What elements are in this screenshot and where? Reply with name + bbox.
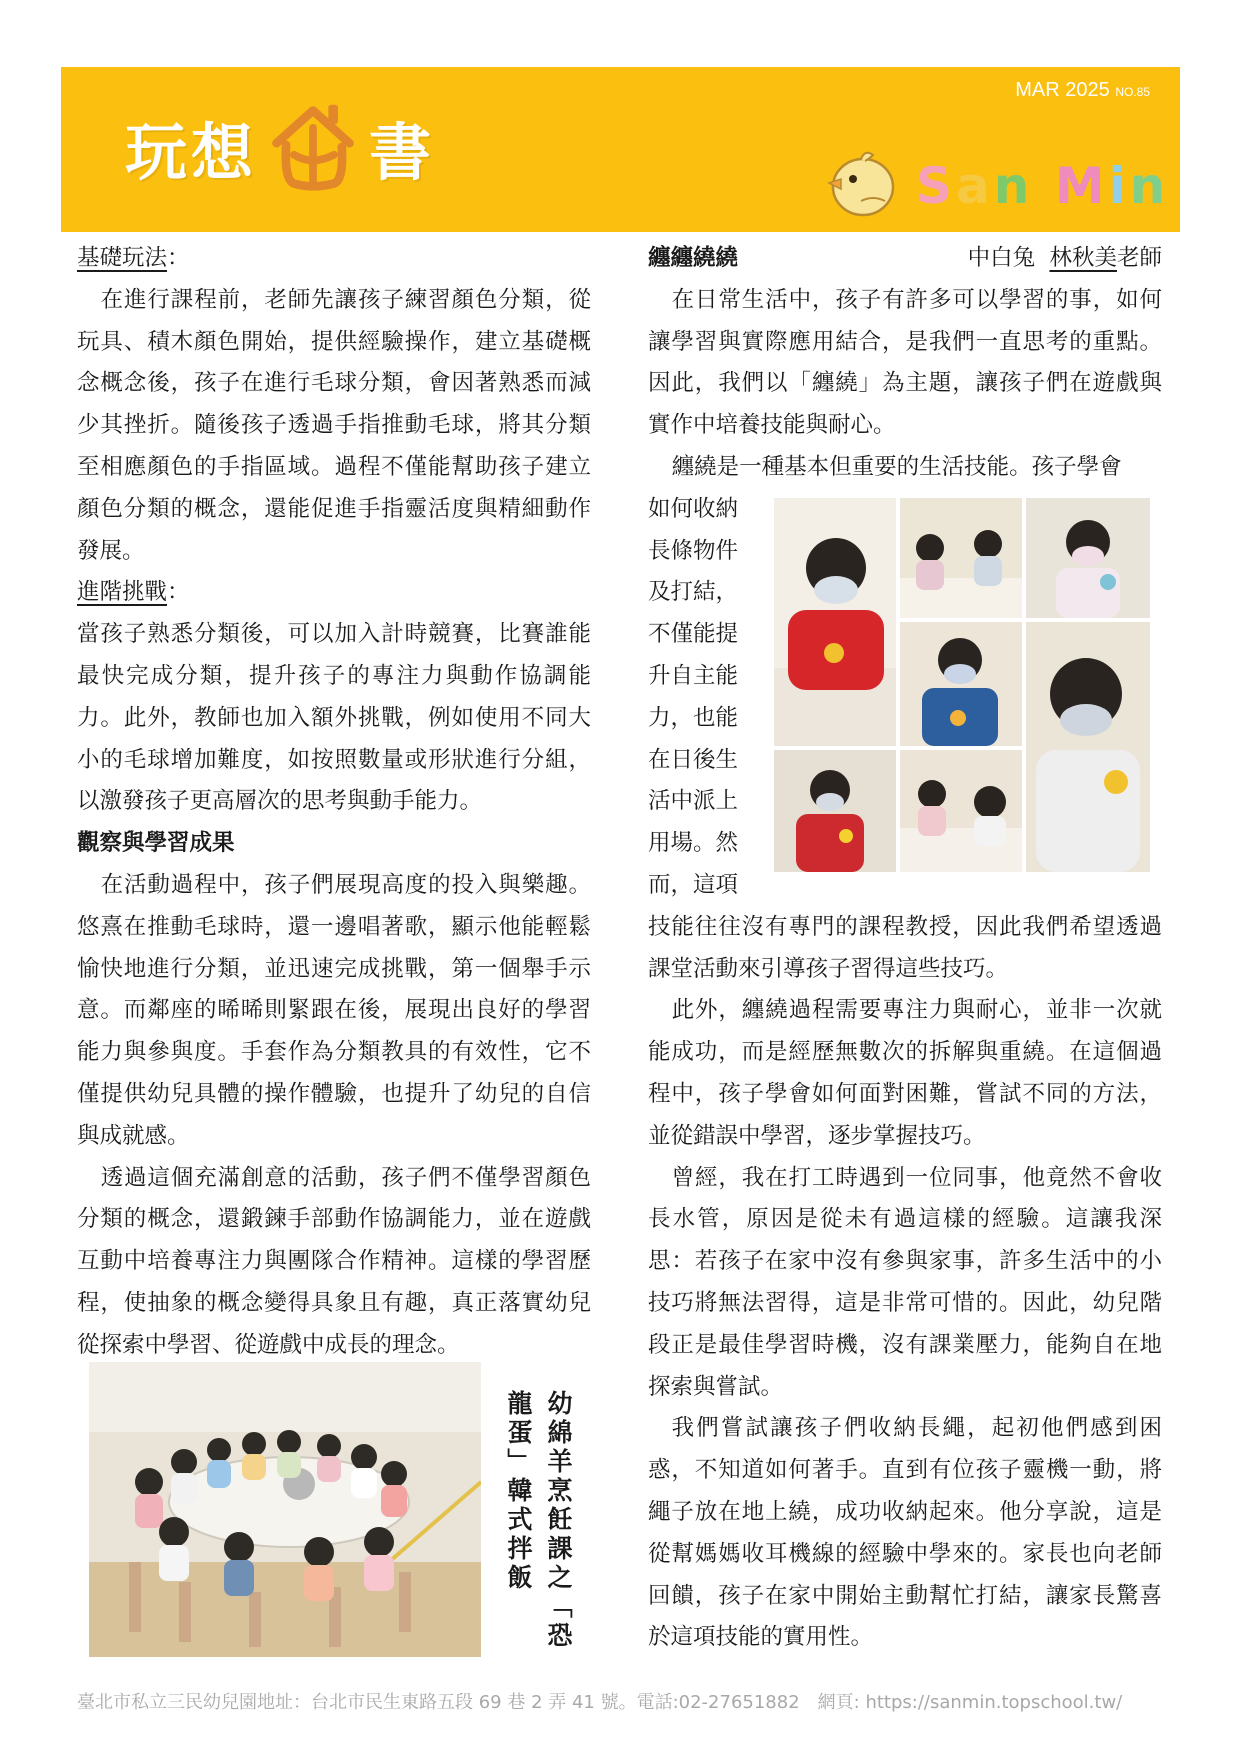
float-line: 不僅能提 bbox=[648, 621, 739, 648]
brand-letter bbox=[1033, 157, 1054, 215]
float-line: 及打結， bbox=[648, 579, 739, 606]
brand-wordmark bbox=[916, 157, 1169, 215]
left-column bbox=[77, 238, 591, 1367]
author-byline bbox=[968, 238, 1162, 280]
house-logo-icon bbox=[265, 99, 361, 195]
right-paragraph-2-float bbox=[648, 489, 753, 907]
summary-text: 透過這個充滿創意的活動，孩子們不僅學習顏色分類的概念，還鍛鍊手部動作協調能力，並在遊戲互動中培養專注力與團隊合作精神。這樣的學習歷程，使抽象的概念變得具象且有趣，真正落實幼兒從探索中學習、從遊戲中成長的理念。 bbox=[77, 1164, 591, 1358]
float-line: 長條物件 bbox=[648, 537, 739, 564]
brand-letter: i bbox=[1108, 157, 1130, 215]
header-banner bbox=[61, 67, 1180, 232]
class-name: 中白兔 bbox=[967, 245, 1036, 271]
right-paragraph-3: 此外，纏繞過程需要專注力與耐心，並非一次就能成功，而是經歷無數次的拆解與重繞。在這個過程中，孩子學會如何面對困難，嘗試不同的方法，並從錯誤中學習，逐步掌握技巧。 bbox=[648, 997, 1162, 1149]
teacher-name: 林秋美 bbox=[1049, 245, 1117, 271]
right-paragraph-4: 曾經，我在打工時遇到一位同事，他竟然不會收長水管，原因是從未有過這樣的經驗。這讓我深思：若孩子在家中沒有參與家事，許多生活中的小技巧將無法習得，這是非常可惜的。因此，幼兒階段正是最佳學習時機，沒有課業壓力，能夠自在地探索與嘗試。 bbox=[648, 1164, 1162, 1400]
issue-info bbox=[1015, 79, 1150, 102]
brand-letter: n bbox=[1129, 157, 1170, 215]
float-line: 升自主能 bbox=[648, 662, 739, 689]
right-paragraph-1: 在日常生活中，孩子有許多可以學習的事，如何讓學習與實際應用結合，是我們一直思考的重點。因此，我們以「纏繞」為主題，讓孩子們在遊戲與實作中培養技能與耐心。 bbox=[648, 286, 1162, 439]
photo-boy-closeup bbox=[1026, 622, 1150, 872]
newsletter-title bbox=[125, 97, 435, 197]
brand-letter: S bbox=[916, 157, 957, 215]
footer-address: 臺北市私立三民幼兒園地址：台北市民生東路五段 69 巷 2 弄 41 號。電話:02-27651882 網頁: https://sanmin.topschool.tw/ bbox=[77, 1692, 1123, 1713]
issue-number: NO.85 bbox=[1115, 85, 1150, 99]
teacher-suffix: 老師 bbox=[1116, 245, 1162, 271]
cooking-class-photo bbox=[89, 1362, 481, 1657]
photo-girl-pink-mask bbox=[1026, 498, 1150, 618]
right-paragraph-2-rest: 技能往往沒有專門的課程教授，因此我們希望透過課堂活動來引導孩子習得這些技巧。 bbox=[648, 913, 1162, 982]
issue-date: MAR 2025 bbox=[1015, 79, 1110, 101]
observe-text: 在活動過程中，孩子們展現高度的投入與樂趣。悠熹在推動毛球時，還一邊唱著歌，顯示他能輕鬆愉快地進行分類，並迅速完成挑戰，第一個舉手示意。而鄰座的晞晞則緊跟在後，展現出良好的學習能力與參與度。手套作為分類教具的有效性，它不僅提供幼兒具體的操作體驗，也提升了幼兒的自信與成就感。 bbox=[77, 871, 591, 1149]
brand-letter: a bbox=[956, 157, 994, 215]
float-line: 如何收納 bbox=[648, 495, 739, 522]
chick-logo-icon bbox=[821, 145, 901, 225]
sanmin-brand bbox=[821, 145, 1170, 225]
photo-boy-blue-shirt bbox=[900, 622, 1022, 746]
float-line: 活中派上 bbox=[648, 788, 739, 815]
brand-letter: n bbox=[993, 157, 1034, 215]
photo-children-table-2 bbox=[900, 750, 1022, 872]
advanced-label: 進階挑戰 bbox=[77, 579, 168, 606]
right-paragraph-5: 我們嘗試讓孩子們收納長繩，起初他們感到困惑，不知道如何著手。直到有位孩子靈機一動，將繩子放在地上繞，成功收納起來。他分享說，這是從幫媽媽收耳機線的經驗中學來的。家長也向老師回饋，孩子在家中開始主動幫忙打結，讓家長驚喜於這項技能的實用性。 bbox=[648, 1415, 1162, 1651]
advanced-label-line bbox=[77, 572, 591, 614]
right-paragraph-2-first-line: 纏繞是一種基本但重要的生活技能。孩子學會 bbox=[671, 453, 1122, 480]
brand-letter: M bbox=[1054, 157, 1109, 215]
article-title-line bbox=[648, 238, 1162, 280]
title-part-1: 玩想 bbox=[125, 115, 258, 189]
activity-photo-grid bbox=[774, 498, 1154, 872]
basic-play-colon: ： bbox=[167, 245, 190, 271]
basic-play-label: 基礎玩法 bbox=[77, 245, 168, 271]
advanced-colon: ： bbox=[167, 579, 190, 606]
article-heading: 纏纏繞繞 bbox=[648, 245, 739, 271]
title-part-2: 書 bbox=[369, 115, 436, 189]
photo-caption: 幼綿羊烹飪課之「恐龍蛋」韓式拌飯 bbox=[504, 1390, 573, 1651]
observe-heading: 觀察與學習成果 bbox=[77, 830, 235, 857]
photo-children-table-1 bbox=[900, 498, 1022, 618]
float-line: 用場。然 bbox=[648, 830, 739, 857]
advanced-text: 當孩子熟悉分類後，可以加入計時競賽，比賽誰能最快完成分類，提升孩子的專注力與動作協調能力。此外，教師也加入額外挑戰，例如使用不同大小的毛球增加難度，如按照數量或形狀進行分組，以激發孩子更高層次的思考與動手能力。 bbox=[77, 621, 591, 815]
right-column bbox=[648, 238, 1162, 1659]
float-line: 而，這項 bbox=[648, 871, 739, 898]
photo-boy-red-shirt bbox=[774, 498, 896, 746]
float-line: 在日後生 bbox=[648, 746, 739, 773]
basic-play-text: 在進行課程前，老師先讓孩子練習顏色分類，從玩具、積木顏色開始，提供經驗操作，建立基礎概念概念後，孩子在進行毛球分類，會因著熟悉而減少其挫折。隨後孩子透過手指推動毛球，將其分類至相應顏色的手指區域。過程不僅能幫助孩子建立顏色分類的概念，還能促進手指靈活度與精細動作發展。 bbox=[77, 286, 591, 564]
float-line: 力，也能 bbox=[648, 704, 739, 731]
basic-play-label-line bbox=[77, 238, 591, 280]
photo-child-red-jacket bbox=[774, 750, 896, 872]
